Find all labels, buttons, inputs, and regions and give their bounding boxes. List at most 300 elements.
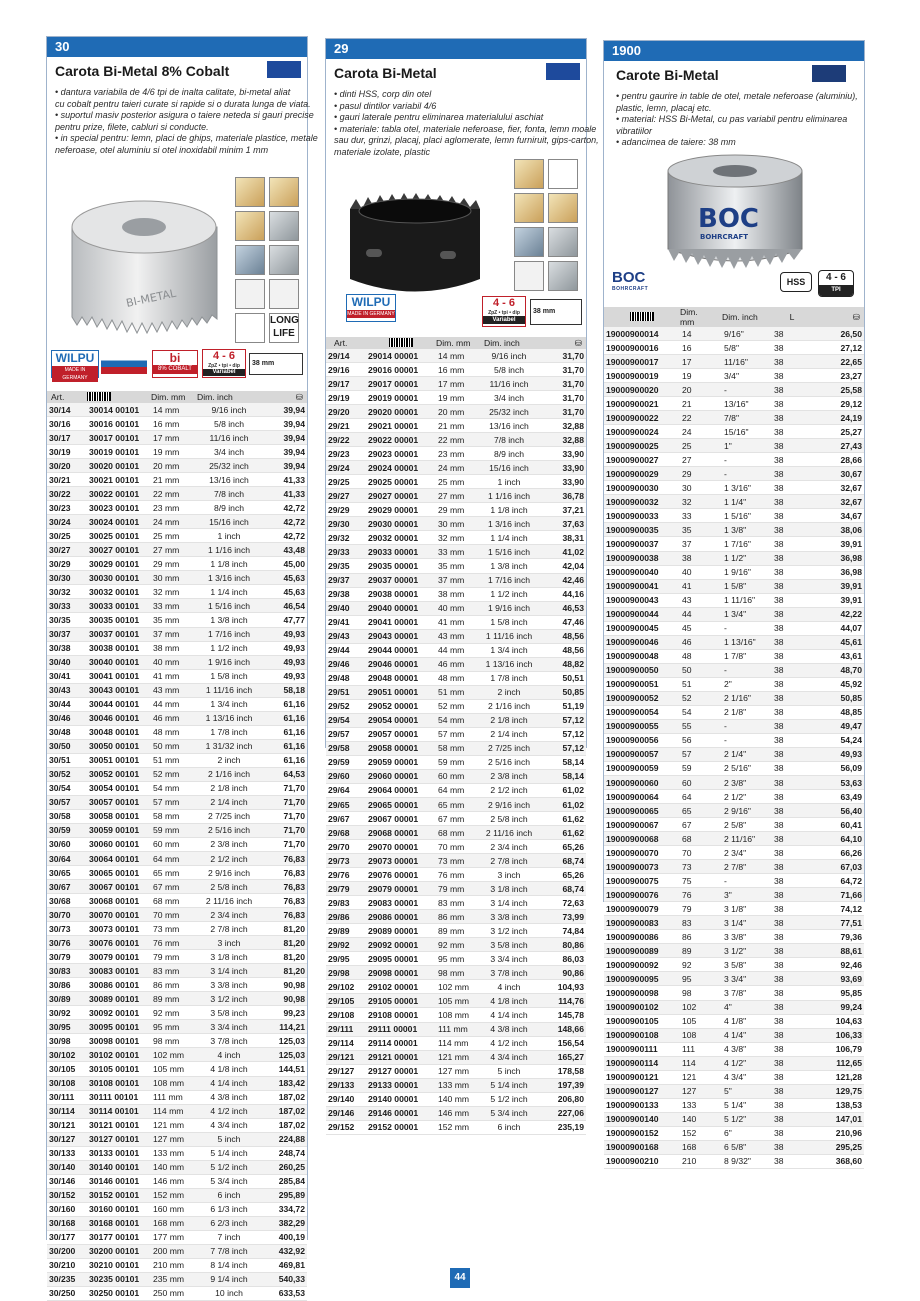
table-cell: 133 mm [151,1146,197,1160]
table-row [326,433,586,447]
table-row [326,755,586,769]
desc-line: sau dur, grinzi, placaj, placi aglomerate, lemn furniruit, gips-carton, [334,135,599,145]
table-cell: 44 mm [436,643,478,657]
steel-profile-icon [269,245,299,275]
table-cell: 5 1/4" [712,1098,772,1112]
table-cell: 30121 00101 [87,1118,151,1132]
table-cell: 19000900108 [604,1028,680,1042]
table-cell: 38 [772,846,812,860]
table-cell: 3 1/8 inch [197,950,261,964]
barcode-icon [604,307,680,327]
table-cell: 52 mm [436,699,478,713]
material-icons [233,177,303,347]
table-cell: 13/16 inch [197,473,261,487]
table-cell: 9 1/4 inch [197,1272,261,1286]
table-cell: 2 11/16 inch [478,826,540,840]
coins-icon: ⛁ [540,337,586,349]
table-cell: 59 mm [436,755,478,769]
table-cell: 17 mm [436,377,478,391]
table-cell: 3 7/8" [712,986,772,1000]
table-cell: 38 [772,635,812,649]
table-cell: 29016 00001 [366,363,436,377]
table-cell: 30/70 [47,908,87,922]
table-cell: 27,43 [812,439,864,453]
table-cell: 30140 00101 [87,1160,151,1174]
table-cell: 30/27 [47,543,87,557]
table-cell: 2 7/25 inch [478,741,540,755]
table-cell: 29,12 [812,397,864,411]
table-row [47,585,307,599]
table-cell: 59 [680,761,712,775]
table-row [604,874,864,888]
table-cell: 2 11/16 inch [197,894,261,908]
table-cell: 24,19 [812,411,864,425]
table-cell: 19000900067 [604,818,680,832]
table-cell: 38 [772,1140,812,1154]
table-cell: 19000900030 [604,481,680,495]
table-cell: 32,67 [812,495,864,509]
table-cell: 30068 00101 [87,894,151,908]
table-row [604,1084,864,1098]
table-cell: 30/25 [47,529,87,543]
table-cell: 29 mm [436,503,478,517]
svg-text:BOC: BOC [698,204,760,234]
table-row [47,950,307,964]
table-cell: 38 [680,551,712,565]
table-cell: 108 mm [151,1076,197,1090]
table-row [604,790,864,804]
table-row [326,517,586,531]
table-cell: 76,83 [261,894,307,908]
table-cell: 67,03 [812,860,864,874]
table-cell: 19000900114 [604,1056,680,1070]
table-row [604,453,864,467]
table-cell: 30025 00101 [87,529,151,543]
plastic-sheet-icon [514,261,544,291]
table-cell: 29098 00001 [366,966,436,980]
table-cell: 38 [772,481,812,495]
table-cell: 42,72 [261,501,307,515]
table-cell: 29041 00001 [366,615,436,629]
table-cell: 1 1/16 inch [197,543,261,557]
variabel-label: Variabel [483,316,525,324]
table-cell: 54,24 [812,733,864,747]
table-row [47,683,307,697]
table-row [47,1076,307,1090]
table-cell: 43,48 [261,543,307,557]
table-cell: 19000900050 [604,663,680,677]
table-row [47,894,307,908]
table-cell: 1 3/4 inch [478,643,540,657]
hss-badge: HSS [780,272,812,292]
table-cell: 30048 00101 [87,725,151,739]
table-cell: 55 [680,719,712,733]
product-title [326,59,586,85]
table-cell: 95 mm [151,1020,197,1034]
tpi-caption: TPI [819,285,853,296]
desc-line: • suportul masiv posterior asigura o taiere neteda si gauri precise [55,110,314,120]
desc-line: • materiale: tabla otel, materiale neferoase, fier, fonta, lemn moale [334,123,597,134]
table-cell: 29029 00001 [366,503,436,517]
table-row [326,798,586,812]
table-cell: 38 [772,621,812,635]
table-cell: 30051 00101 [87,753,151,767]
table-row [604,888,864,902]
table-cell: 5 1/2" [712,1112,772,1126]
table-cell: 19000900037 [604,537,680,551]
table-cell: 29/22 [326,433,366,447]
table-cell: 29092 00001 [366,938,436,952]
table-cell: 1 inch [197,529,261,543]
table-cell: 19000900052 [604,691,680,705]
table-cell: 33 [680,509,712,523]
table-cell: 29067 00001 [366,812,436,826]
table-cell: 98 [680,986,712,1000]
table-cell: 29/33 [326,545,366,559]
table-cell: 29095 00001 [366,952,436,966]
table-cell: 29/41 [326,615,366,629]
table-cell: 83 mm [151,964,197,978]
table-cell: 5/8 inch [478,363,540,377]
table-cell: 92 mm [436,938,478,952]
table-row [326,840,586,854]
table-cell: 76,83 [261,852,307,866]
table-cell: 4 1/4 inch [197,1076,261,1090]
table-cell: 248,74 [261,1146,307,1160]
table-cell: 30160 00101 [87,1202,151,1216]
table-cell: 81,20 [261,964,307,978]
table-cell: 19000900068 [604,832,680,846]
table-cell: 57,12 [540,713,586,727]
table-cell: 30/114 [47,1104,87,1118]
table-row [604,327,864,341]
table-cell: 138,53 [812,1098,864,1112]
table-cell: 105 mm [151,1062,197,1076]
table-header [326,337,586,349]
table-cell: 1 9/16 inch [478,601,540,615]
table-row [604,846,864,860]
table-cell: 32 [680,495,712,509]
table-row [604,1126,864,1140]
table-cell: 6 inch [478,1120,540,1134]
table-cell: 29021 00001 [366,419,436,433]
desc-line: • material: HSS Bi-Metal, cu pas variabil pentru eliminarea [616,114,848,124]
table-cell: 30/60 [47,837,87,851]
table-cell: 29024 00001 [366,461,436,475]
table-cell: 11/16 inch [197,431,261,445]
table-cell: 48,70 [812,663,864,677]
table-cell: 147,01 [812,1112,864,1126]
table-cell: 2 1/16 inch [478,699,540,713]
table-cell: 197,39 [540,1078,586,1092]
table-cell: 29058 00001 [366,741,436,755]
table-row [47,1104,307,1118]
table-cell: 2 5/8 inch [197,880,261,894]
table-cell: 29/54 [326,713,366,727]
table-row [47,852,307,866]
table-cell: 2 9/16 inch [478,798,540,812]
table-cell: 19000900127 [604,1084,680,1098]
table-cell: 75 [680,874,712,888]
table-cell: 30/23 [47,501,87,515]
table-cell: 29/76 [326,868,366,882]
table-cell: 4 1/8 inch [197,1062,261,1076]
table-cell: 38 [772,790,812,804]
table-cell: 80,86 [540,938,586,952]
tpi-caption: ZpZ • tpi • dip [488,310,520,316]
coins-icon: ⛁ [812,307,864,327]
table-cell: 41 mm [436,615,478,629]
table-cell: 29102 00001 [366,980,436,994]
table-cell: 30041 00101 [87,669,151,683]
table-cell: 38 [772,818,812,832]
table-cell: - [712,453,772,467]
table-cell: 48,82 [540,657,586,671]
table-row [604,495,864,509]
table-cell: 127 [680,1084,712,1098]
table-cell: 29/24 [326,461,366,475]
table-cell: 38 [772,495,812,509]
table-cell: 108 [680,1028,712,1042]
table-cell: 152 mm [151,1188,197,1202]
table-cell: 19000900021 [604,397,680,411]
table-row [326,713,586,727]
table-cell: 1 3/8 inch [197,613,261,627]
desc-line: materiale izolate, plastic [334,146,431,157]
table-cell: 9/16 inch [197,403,261,417]
table-cell: 76,83 [261,880,307,894]
table-cell: 3 1/4" [712,916,772,930]
table-cell: - [712,621,772,635]
table-row [326,419,586,433]
table-row [604,523,864,537]
table-row [326,727,586,741]
table-cell: 1 1/4" [712,495,772,509]
table-cell: 53,63 [812,776,864,790]
desc-line: • dantura variabila de 4/6 tpi de inalta calitate, bi-metal aliat [55,87,291,97]
table-row [604,1000,864,1014]
price-table [47,391,307,1301]
table-cell: 71,70 [261,781,307,795]
table-cell: 1 7/16" [712,537,772,551]
table-cell: 50,85 [540,685,586,699]
table-cell: 1 1/4 inch [197,585,261,599]
table-cell: 15/16 inch [197,515,261,529]
table-cell: 30200 00101 [87,1244,151,1258]
table-cell: 29/44 [326,643,366,657]
table-cell: 32,88 [540,433,586,447]
tpi-caption: ZpZ • tpi • dip [208,363,240,369]
table-row [47,557,307,571]
table-row [604,593,864,607]
table-cell: 3 1/4 inch [197,964,261,978]
table-cell: 70 mm [151,908,197,922]
table-cell: 30 mm [436,517,478,531]
table-cell: 29/98 [326,966,366,980]
table-cell: 57 mm [151,795,197,809]
table-cell: 1 7/8" [712,649,772,663]
table-cell: 30177 00101 [87,1230,151,1244]
table-row [604,579,864,593]
table-row [604,509,864,523]
table-row [326,545,586,559]
table-cell: 29/92 [326,938,366,952]
table-cell: 30105 00101 [87,1062,151,1076]
table-cell: 30070 00101 [87,908,151,922]
table-cell: 1 3/16" [712,481,772,495]
table-cell: 43 mm [436,629,478,643]
table-cell: 30127 00101 [87,1132,151,1146]
table-row [604,369,864,383]
table-cell: 57 mm [436,727,478,741]
table-cell: 2 5/8 inch [478,812,540,826]
table-cell: 102 mm [436,980,478,994]
table-cell: 30250 00101 [87,1286,151,1300]
table-cell: 51 mm [436,685,478,699]
table-cell: 70 mm [436,840,478,854]
table-cell: 146 mm [436,1106,478,1120]
table-cell: 44 mm [151,697,197,711]
table-cell: 29022 00001 [366,433,436,447]
table-cell: 295,89 [261,1188,307,1202]
table-cell: 51 mm [151,753,197,767]
table-cell: 19000900102 [604,1000,680,1014]
table-cell: 4 1/4 inch [478,1008,540,1022]
table-row [604,733,864,747]
table-cell: 30,67 [812,467,864,481]
table-cell: 25,27 [812,425,864,439]
table-cell: 38 [772,677,812,691]
table-cell: 71,70 [261,795,307,809]
product-title [604,61,864,87]
table-cell: 33 mm [436,545,478,559]
table-cell: 29035 00001 [366,559,436,573]
product-title-text: Carota Bi-Metal [334,65,437,81]
table-cell: 57,12 [540,741,586,755]
table-cell: 1 7/8 inch [197,725,261,739]
table-cell: 37,63 [540,517,586,531]
table-cell: 3 5/8" [712,958,772,972]
table-cell: 19 [680,369,712,383]
table-cell: 44,07 [812,621,864,635]
table-row [604,663,864,677]
table-cell: 49,93 [261,655,307,669]
table-cell: 400,19 [261,1230,307,1244]
table-cell: 3 5/8 inch [197,1006,261,1020]
table-cell: 38 [772,551,812,565]
table-cell: 65,26 [540,840,586,854]
table-cell: 19000900073 [604,860,680,874]
table-cell: 30/59 [47,823,87,837]
table-cell: 29140 00001 [366,1092,436,1106]
table-cell: 8 9/32" [712,1154,772,1168]
table-cell: 41 mm [151,669,197,683]
table-cell: 30/79 [47,950,87,964]
table-row [47,1272,307,1286]
table-cell: 30060 00101 [87,837,151,851]
table-cell: 4 3/4 inch [197,1118,261,1132]
table-cell: 19000900105 [604,1014,680,1028]
table-row [604,467,864,481]
table-cell: 40 mm [436,601,478,615]
table-cell: 1 11/16" [712,593,772,607]
table-cell: 5/8 inch [197,417,261,431]
table-cell: 4 3/8" [712,1042,772,1056]
table-cell: 19000900032 [604,495,680,509]
table-cell: 29/23 [326,447,366,461]
table-cell: 19000900064 [604,790,680,804]
table-row [326,573,586,587]
table-cell: 38 [772,972,812,986]
table-cell: 250 mm [151,1286,197,1300]
table-row [47,613,307,627]
table-cell: 98 mm [151,1034,197,1048]
table-row [47,992,307,1006]
table-row [326,1050,586,1064]
table-cell: 67 [680,818,712,832]
table-cell: 61,16 [261,697,307,711]
table-cell: 5 1/2 inch [197,1160,261,1174]
table-cell: 7/8 inch [197,487,261,501]
table-cell: 95 mm [436,952,478,966]
table-cell: 30/168 [47,1216,87,1230]
table-cell: 2 7/8 inch [197,922,261,936]
table-cell: 29/27 [326,489,366,503]
table-row [604,860,864,874]
table-cell: 30/40 [47,655,87,669]
table-cell: 2 7/8" [712,860,772,874]
table-cell: 29/108 [326,1008,366,1022]
table-cell: 2 1/8" [712,705,772,719]
table-cell: 30095 00101 [87,1020,151,1034]
table-cell: 88,61 [812,944,864,958]
table-row [47,1034,307,1048]
table-row [47,1174,307,1188]
table-cell: - [712,383,772,397]
table-cell: 39,91 [812,537,864,551]
table-cell: 31,70 [540,377,586,391]
table-cell: - [712,467,772,481]
table-cell: 93,69 [812,972,864,986]
table-cell: 6 5/8" [712,1140,772,1154]
table-row [326,1106,586,1120]
table-cell: 1 3/4" [712,607,772,621]
table-cell: 29/14 [326,349,366,363]
table-cell: 1 3/16 inch [478,517,540,531]
table-cell: 99,24 [812,1000,864,1014]
depth-icon: 38 mm [530,299,582,325]
table-cell: 89 mm [151,992,197,1006]
table-cell: 71,70 [261,809,307,823]
table-cell: 29/59 [326,755,366,769]
table-row [47,767,307,781]
table-row [326,924,586,938]
table-row [47,1146,307,1160]
table-cell: 4 1/2 inch [478,1036,540,1050]
table-cell: 29048 00001 [366,671,436,685]
table-cell: 6 1/3 inch [197,1202,261,1216]
table-cell: 34,67 [812,509,864,523]
table-cell: 42,46 [540,573,586,587]
table-cell: 32 mm [436,531,478,545]
table-cell: 2 5/8" [712,818,772,832]
table-cell: 74,84 [540,924,586,938]
long-life-icon: LONG LIFE [269,313,299,343]
table-row [47,403,307,417]
table-cell: 27 mm [151,543,197,557]
table-cell: 30/92 [47,1006,87,1020]
table-cell: 114 mm [151,1104,197,1118]
